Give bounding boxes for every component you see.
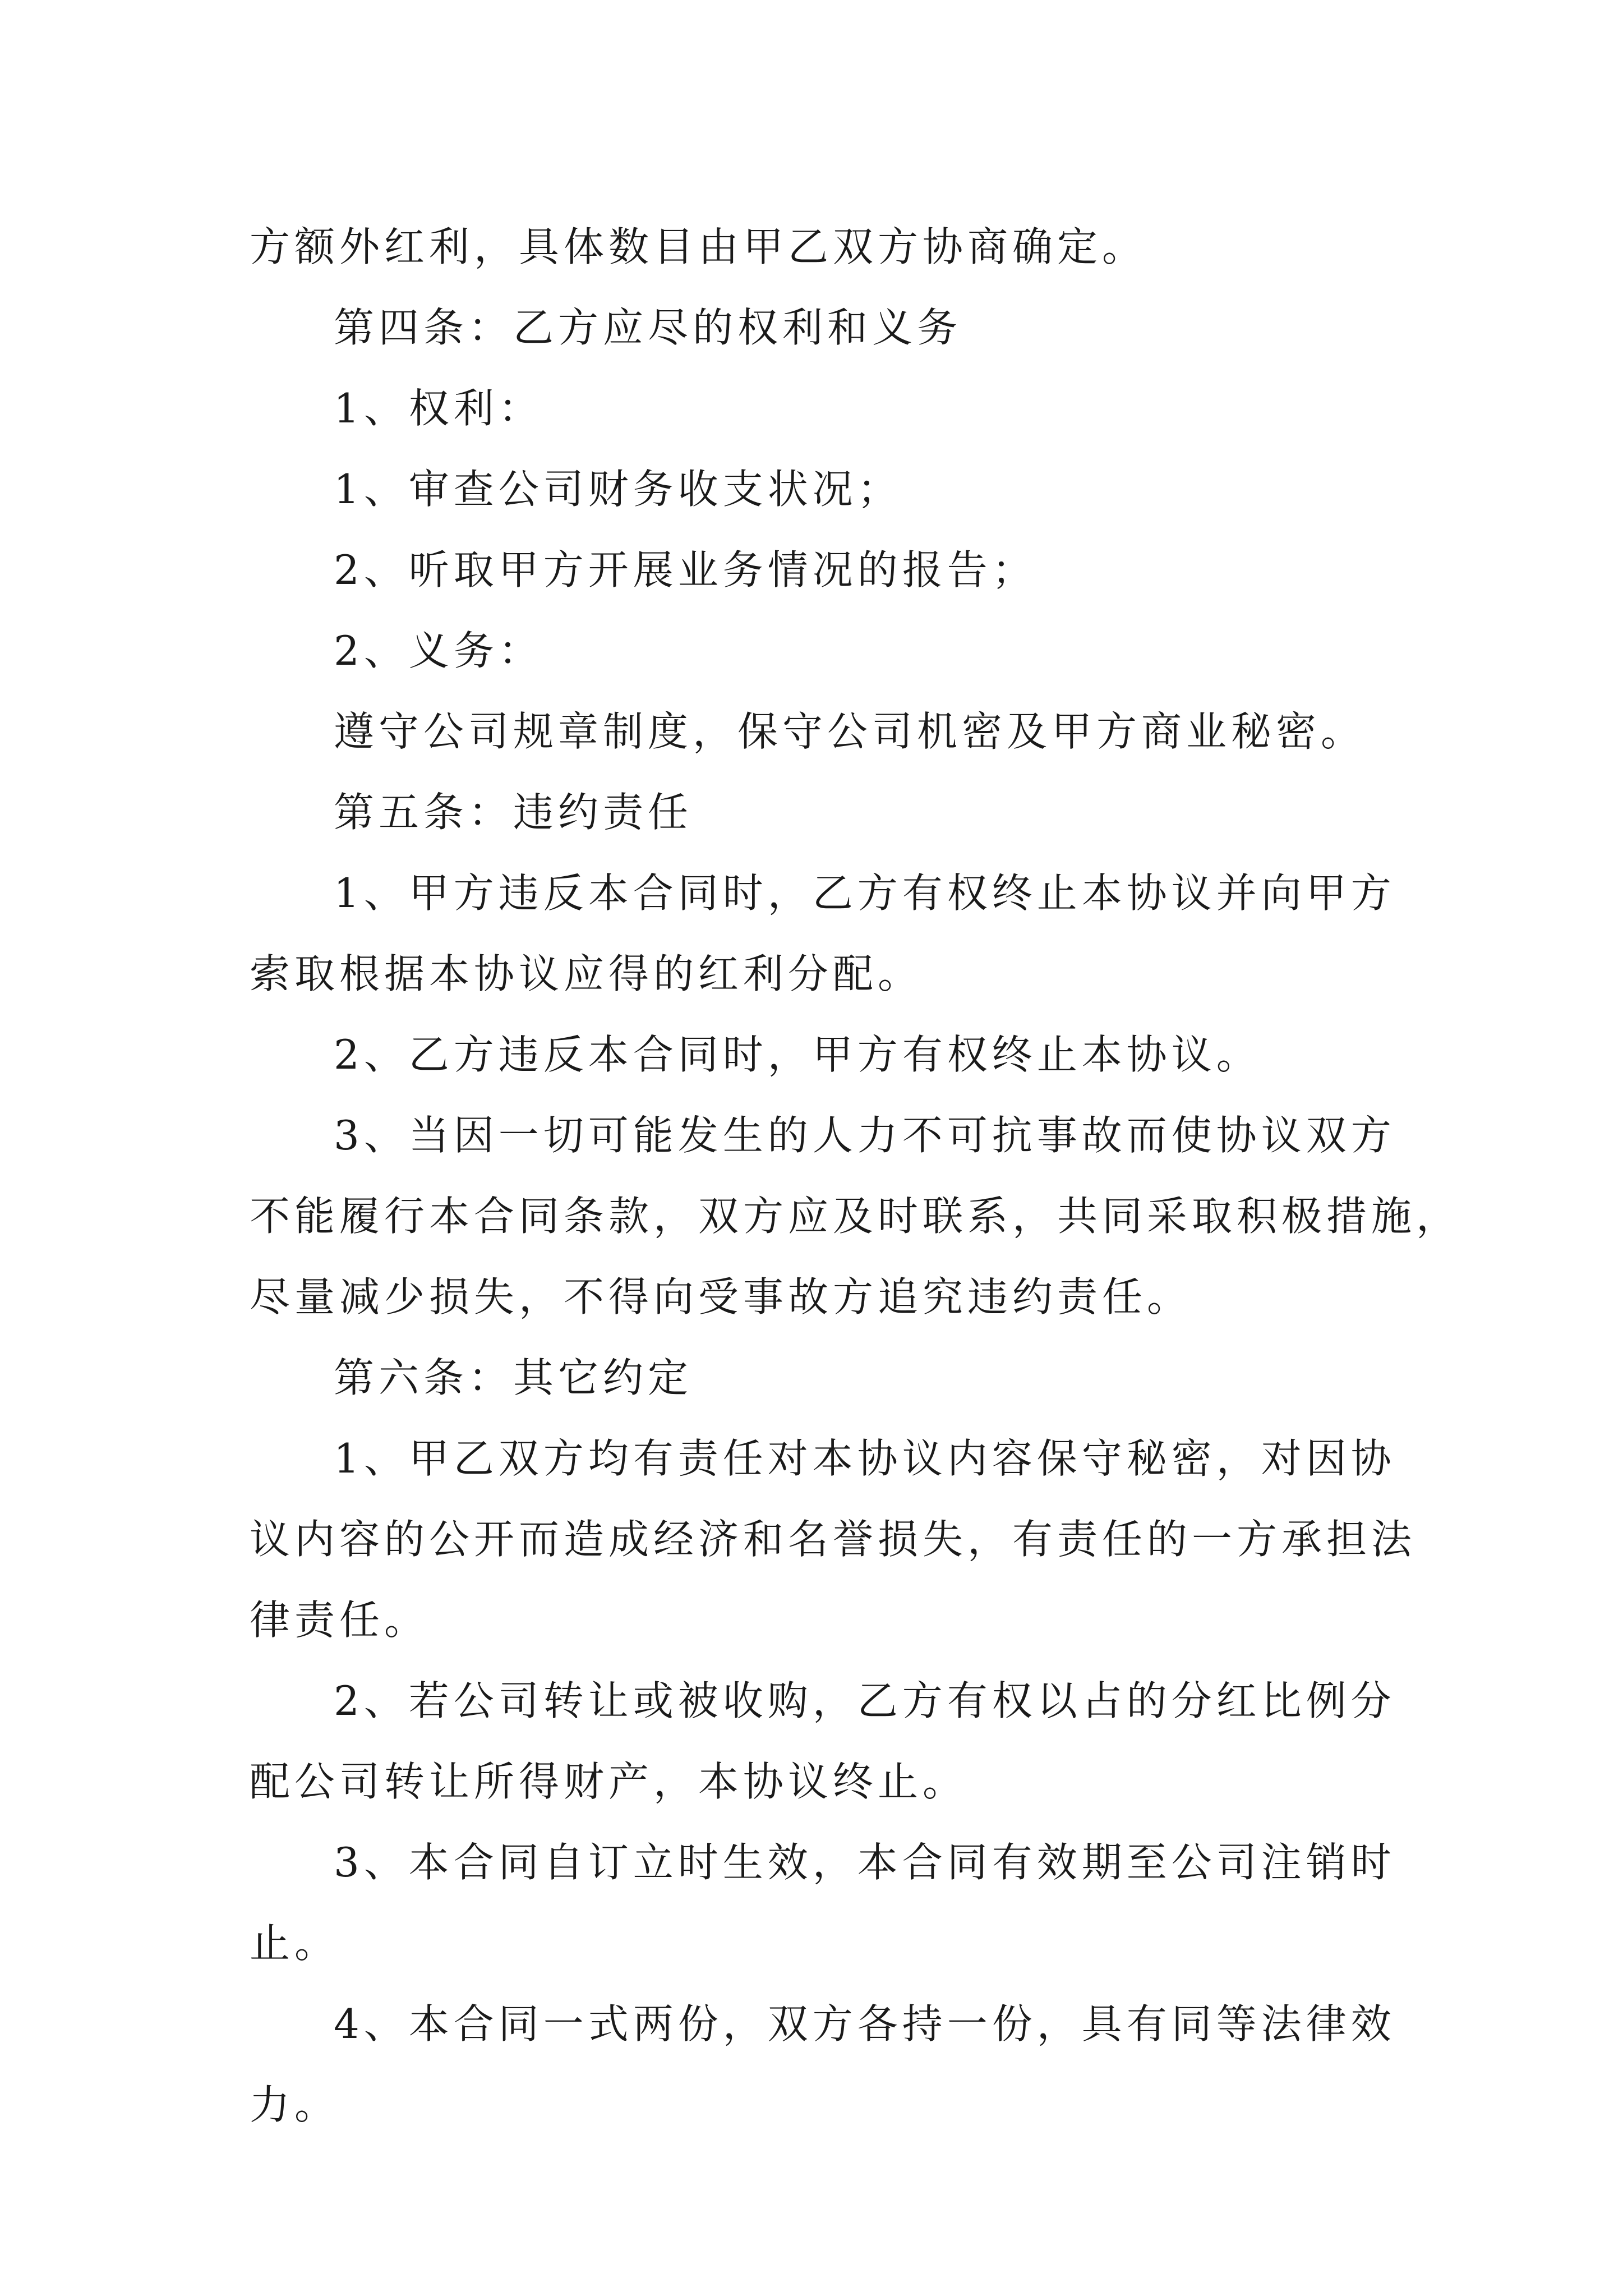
text-line: 止。 xyxy=(250,1920,340,1967)
text-line: 1、甲方违反本合同时，乙方有权终止本协议并向甲方 xyxy=(334,869,1396,917)
text-line: 遵守公司规章制度，保守公司机密及甲方商业秘密。 xyxy=(334,708,1366,755)
text-line: 2、义务： xyxy=(334,627,543,674)
text-line: 3、本合同自订立时生效，本合同有效期至公司注销时 xyxy=(334,1839,1396,1886)
text-line: 力。 xyxy=(250,2081,340,2128)
text-line: 4、本合同一式两份，双方各持一份，具有同等法律效 xyxy=(334,2000,1396,2047)
text-line: 议内容的公开而造成经济和名誉损失，有责任的一方承担法 xyxy=(250,1516,1417,1563)
text-line: 律责任。 xyxy=(250,1596,430,1644)
text-line: 索取根据本协议应得的红利分配。 xyxy=(250,950,923,997)
text-line: 2、若公司转让或被收购，乙方有权以占的分红比例分 xyxy=(334,1677,1396,1724)
text-line: 1、审查公司财务收支状况； xyxy=(334,466,902,513)
document-body xyxy=(250,206,1461,2145)
text-line: 配公司转让所得财产，本协议终止。 xyxy=(250,1758,968,1805)
article-5-heading: 第五条：违约责任 xyxy=(334,789,693,836)
text-line: 2、听取甲方开展业务情况的报告； xyxy=(334,546,1037,593)
text-line: 1、甲乙双方均有责任对本协议内容保守秘密，对因协 xyxy=(334,1435,1396,1482)
text-line: 3、当因一切可能发生的人力不可抗事故而使协议双方 xyxy=(334,1112,1396,1159)
article-6-heading: 第六条：其它约定 xyxy=(334,1354,693,1401)
text-line: 不能履行本合同条款，双方应及时联系，共同采取积极措施， xyxy=(250,1193,1461,1240)
text-line: 2、乙方违反本合同时，甲方有权终止本协议。 xyxy=(334,1031,1261,1078)
text-line: 尽量减少损失，不得向受事故方追究违约责任。 xyxy=(250,1273,1192,1320)
text-line: 方额外红利，具体数目由甲乙双方协商确定。 xyxy=(250,223,1147,270)
article-4-heading: 第四条：乙方应尽的权利和义务 xyxy=(334,304,962,351)
text-line: 1、权利： xyxy=(334,385,543,432)
